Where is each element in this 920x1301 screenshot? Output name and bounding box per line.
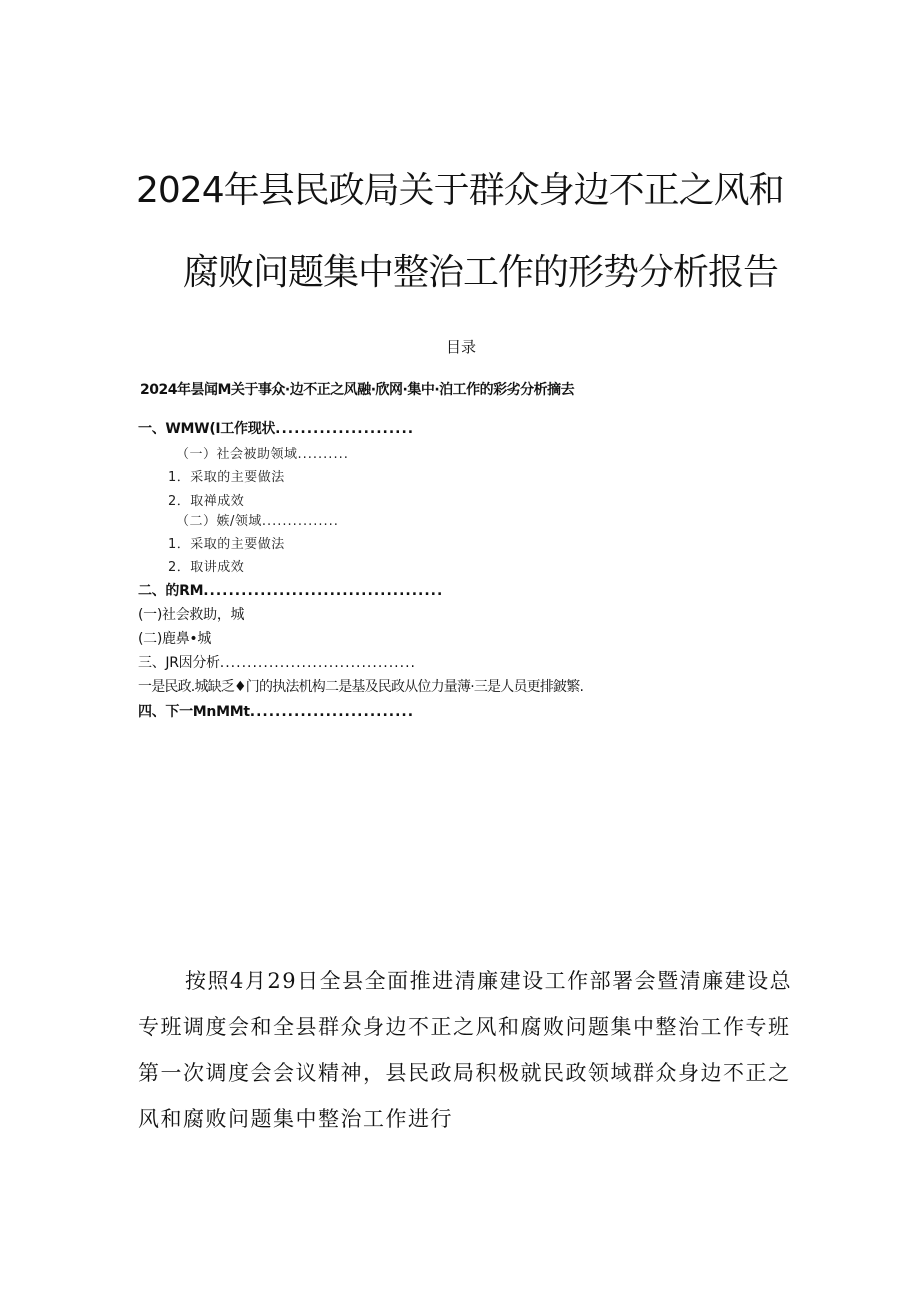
body-paragraph-text: 按照4月29日全县全面推进清廉建设工作部署会暨清廉建设总专班调度会和全县群众身边不正之风和腐败问题集中整治工作专班第一次调度会会议精神，县民政局积极就民政领域群众身边不正之风和腐败问题集中整治工作进行 bbox=[138, 969, 793, 1131]
toc-heading: 目录 bbox=[446, 338, 477, 356]
toc-entry bbox=[176, 443, 349, 462]
toc-entry bbox=[138, 628, 211, 648]
toc-entry bbox=[168, 490, 244, 509]
toc-entry bbox=[138, 418, 414, 438]
toc-entry-text: 一是民政.城缺乏♦门的执法机构二是基及民政从位力量薄·三是人员更排鈹繁. bbox=[138, 679, 584, 695]
toc-entry-text: （一）社会被助领域 bbox=[176, 447, 298, 462]
toc-entry-text: 1．采取的主要做法 bbox=[168, 470, 285, 485]
toc-entry-text: (二)鹿鼻•城 bbox=[138, 631, 212, 647]
toc-leader-dots: .......... bbox=[297, 447, 349, 462]
toc-leader-dots: .................................... bbox=[219, 655, 416, 671]
body-paragraph bbox=[138, 958, 798, 1142]
toc-leader-dots: .......................... bbox=[249, 704, 415, 720]
toc-entry bbox=[168, 556, 244, 575]
toc-subtitle: 2024年昙闻M关于事众·边不正之风融·欣网·集中·泊工作的彩劣分析摘去 bbox=[140, 382, 575, 398]
toc-entry-text: 四、下一MnMMt bbox=[138, 704, 250, 720]
toc-leader-dots: ...................... bbox=[275, 421, 415, 437]
toc-entry bbox=[138, 580, 443, 600]
toc-entry-text: 二、的RM bbox=[138, 583, 204, 599]
toc-entry-text: 一、WMW(I工作现状 bbox=[138, 421, 276, 437]
toc-entry-text: (一)社会救助，城 bbox=[138, 607, 245, 623]
toc-entry-text: 1．采取的主要做法 bbox=[168, 537, 285, 552]
toc-entry bbox=[168, 466, 285, 485]
toc-entry bbox=[138, 652, 416, 672]
toc-entry bbox=[138, 676, 583, 696]
toc-entry-text: （二）嫉/领域 bbox=[176, 514, 262, 529]
toc-entry-text: 2．取讲成效 bbox=[168, 560, 245, 575]
toc-entry bbox=[176, 510, 339, 529]
document-title-line-2: 腐败问题集中整治工作的形势分析报告 bbox=[183, 252, 779, 293]
toc-entry bbox=[138, 604, 244, 624]
toc-entry bbox=[138, 701, 414, 721]
toc-entry-text: 三、JR因分析 bbox=[138, 655, 220, 671]
document-title-line-1: 2024年县民政局关于群众身边不正之风和 bbox=[136, 170, 784, 211]
toc-entry-text: 2．取禅成效 bbox=[168, 494, 245, 509]
toc-leader-dots: ...................................... bbox=[203, 583, 444, 599]
toc-entry bbox=[168, 533, 285, 552]
toc-leader-dots: ............... bbox=[261, 514, 339, 529]
